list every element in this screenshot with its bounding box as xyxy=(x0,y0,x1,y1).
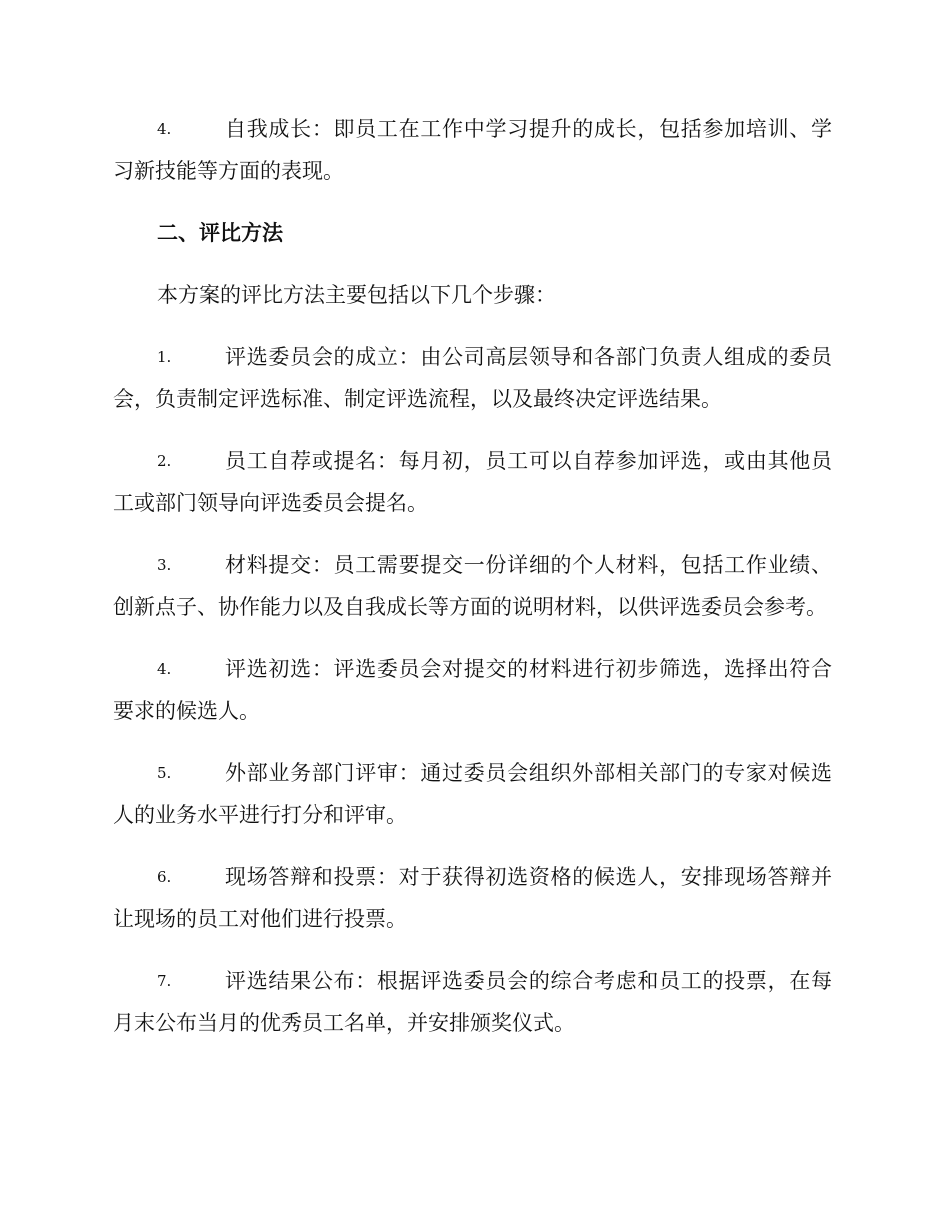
list-item-step-7 xyxy=(113,960,832,1044)
list-item-text: 评选初选：评选委员会对提交的材料进行初步筛选，选择出符合要求的候选人。 xyxy=(113,657,832,723)
list-item-step-1 xyxy=(113,336,832,420)
list-item-text: 外部业务部门评审：通过委员会组织外部相关部门的专家对候选人的业务水平进行打分和评审。 xyxy=(113,761,832,827)
list-item-number: 6. xyxy=(157,868,172,886)
list-item-step-4 xyxy=(113,648,832,732)
list-item-step-2 xyxy=(113,440,832,524)
list-item-text: 现场答辩和投票：对于获得初选资格的候选人，安排现场答辩并让现场的员工对他们进行投票。 xyxy=(113,865,832,931)
list-item-text: 自我成长：即员工在工作中学习提升的成长，包括参加培训、学习新技能等方面的表现。 xyxy=(113,117,832,183)
list-item-number: 4. xyxy=(157,120,172,138)
list-item-text: 评选结果公布：根据评选委员会的综合考虑和员工的投票，在每月末公布当月的优秀员工名单，并安排颁奖仪式。 xyxy=(113,969,832,1035)
list-item-step-6 xyxy=(113,856,832,940)
list-item-text: 评选委员会的成立：由公司高层领导和各部门负责人组成的委员会，负责制定评选标准、制定评选流程，以及最终决定评选结果。 xyxy=(113,345,832,411)
list-item-text: 材料提交：员工需要提交一份详细的个人材料，包括工作业绩、创新点子、协作能力以及自我成长等方面的说明材料，以供评选委员会参考。 xyxy=(113,553,832,619)
list-item-number: 4. xyxy=(157,660,172,678)
list-item-step-5 xyxy=(113,752,832,836)
list-item-text: 员工自荐或提名：每月初，员工可以自荐参加评选，或由其他员工或部门领导向评选委员会提名。 xyxy=(113,449,832,515)
list-item-number: 7. xyxy=(157,972,172,990)
intro-paragraph: 本方案的评比方法主要包括以下几个步骤： xyxy=(157,283,556,307)
section-heading: 二、评比方法 xyxy=(157,220,283,245)
list-item-number: 2. xyxy=(157,452,172,470)
list-item-step-3 xyxy=(113,544,832,628)
list-item-number: 3. xyxy=(157,556,172,574)
list-item-number: 5. xyxy=(157,764,172,782)
list-item-number: 1. xyxy=(157,348,172,366)
list-item-self-growth xyxy=(113,108,832,192)
